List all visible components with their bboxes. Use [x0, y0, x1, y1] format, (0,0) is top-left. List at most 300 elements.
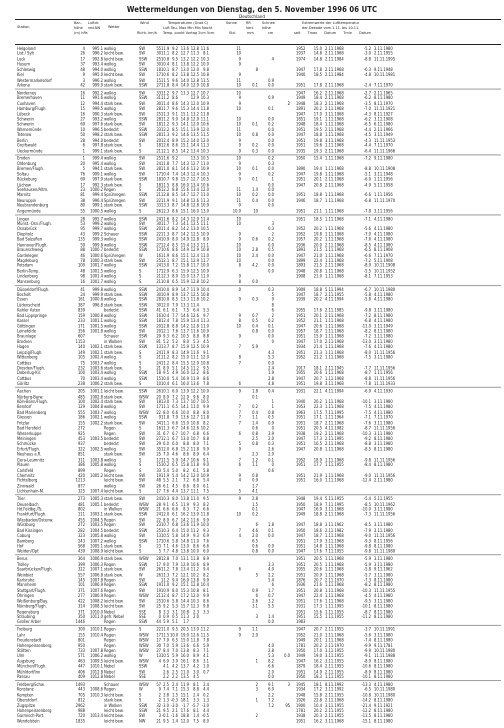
snow-depth: 0.2 [268, 236, 274, 242]
record-tmin: -8.8 [363, 166, 371, 172]
station-height: 406 [77, 669, 85, 674]
weather-text: leicht bew. [104, 72, 124, 78]
pressure-value: 999.4 [92, 192, 103, 198]
temp-dewpoint: 6.8 [172, 446, 178, 452]
record-since: 1949 [296, 637, 306, 643]
record-tmin: -7.6 [363, 236, 371, 242]
weather-text: Regen [104, 522, 116, 528]
temp-dewpoint: 1.4 [172, 718, 178, 724]
wind-direction: S [139, 462, 142, 468]
wind-direction: S [139, 354, 142, 360]
temp-min-5cm: 5.3 [203, 307, 209, 313]
temp-dewpoint: 9.6 [172, 106, 178, 111]
wind-direction: SSW [139, 297, 148, 302]
weather-text: Nebel [104, 663, 115, 669]
record-since: 1935 [296, 148, 306, 154]
record-since: 1893 [296, 247, 306, 253]
weather-text: wolkig [104, 409, 116, 415]
temp-min-5cm: 9.0 [203, 462, 209, 468]
record-since: 1917 [296, 365, 306, 371]
station-name: Kiel [17, 72, 24, 78]
pressure-value: 994.0 [92, 67, 103, 72]
wind-speed: 26 [156, 566, 161, 572]
pressure-value: 1007.8 [90, 577, 103, 583]
record-tmin-date: 10.11.1980 [374, 648, 396, 653]
station-name: Göttingen [17, 323, 36, 329]
wind-speed: 5 [158, 548, 161, 554]
temp-air: 10.3 [161, 496, 170, 502]
record-tmax: 15.4 [313, 155, 322, 161]
temp-max: 14.9 [180, 247, 189, 253]
station-name: Meiningen [17, 436, 37, 441]
record-since: 1950 [296, 674, 306, 680]
wind-direction: S [139, 543, 142, 549]
pressure-value: 1006.9 [90, 582, 103, 588]
record-tmax-date: 2.11.1968 [325, 176, 344, 182]
pressure-value: 1001.1 [90, 318, 103, 323]
wind-speed: 30 [156, 291, 161, 297]
precipitation: 2.4 [252, 252, 258, 258]
record-tmin: -12.2 [361, 708, 371, 714]
temp-min-5cm: 11.0 [200, 192, 209, 198]
header-temp: Temperaturen (Grad C) [168, 20, 209, 25]
pressure-value: 1001.8 [90, 328, 103, 334]
temp-max: 13.8 [180, 496, 189, 502]
pressure-value: 999.8 [92, 242, 103, 248]
wind-speed: 21 [156, 593, 161, 599]
weather-text: Regen [104, 637, 116, 643]
station-name: Aachen [17, 388, 31, 394]
pressure-value: 990.3 [92, 111, 103, 117]
record-tmin: -9.9 [363, 648, 371, 653]
record-tmin-date: 6.11.1980 [374, 121, 393, 127]
temp-air: 12.3 [161, 273, 170, 279]
sunshine-hours: 8 [238, 354, 241, 360]
temp-min-5cm: 6.4 [203, 451, 209, 457]
record-tmax: 19.2 [313, 430, 322, 436]
station-height: 453 [77, 436, 85, 441]
precipitation: 8 [255, 67, 258, 72]
record-tmax-date: 1.11.1968 [325, 632, 344, 638]
record-tmax: 16.9 [313, 506, 322, 512]
wind-direction: W [139, 687, 143, 693]
record-tmin-date: 3.11.1980 [374, 354, 393, 360]
temp-min-5cm: 11.0 [200, 161, 209, 166]
wind-direction: SW [139, 478, 145, 483]
record-tmax-date: 1.11.1968 [325, 252, 344, 258]
record-tmax-date: 2.11.1968 [325, 90, 344, 96]
wind-direction: SSW [139, 388, 148, 394]
temp-dewpoint: 8.7 [172, 203, 178, 208]
record-tmax: 18.7 [313, 328, 322, 334]
pressure-value: 992.3 [92, 182, 103, 187]
temp-air: 12.4 [161, 242, 170, 248]
station-height: 238 [77, 381, 85, 387]
station-name: Schwerin [17, 116, 34, 122]
weather-text: Regen [104, 582, 116, 588]
record-tmax-date: 2.11.1968 [325, 182, 344, 187]
temp-min-5cm: 4.5 [203, 339, 209, 344]
wind-speed: 28 [156, 501, 161, 507]
header-station: Station [17, 24, 30, 29]
pressure-value: 1010.0 [90, 608, 103, 614]
record-tmin-date: 11.11.1966 [374, 148, 396, 154]
station-name: Lübeck [17, 111, 31, 117]
record-tmin-date: 11.11.1956 [374, 472, 396, 478]
wind-speed: 17 [156, 538, 161, 544]
temp-min-5cm: 8.9 [203, 236, 209, 242]
precipitation: 4.1 [252, 488, 258, 494]
record-tmin-date: 11.11.1955 [374, 587, 396, 593]
record-tmax-date: 2.11.1968 [325, 339, 344, 344]
record-tmax: 18.8 [313, 512, 322, 517]
temp-dewpoint: 8.7 [172, 67, 178, 72]
record-since: 1948 [296, 100, 306, 106]
record-tmin-date: 4.11.1980 [374, 318, 393, 323]
temp-dewpoint: 4.6 [172, 451, 178, 457]
record-tmin-date: 11.11.1956 [374, 365, 396, 371]
temp-air: 12.9 [161, 268, 170, 274]
record-tmin: -3.7 [363, 627, 371, 632]
precipitation: 1.4 [252, 187, 258, 193]
record-tmax-date: 1.11.1968 [325, 231, 344, 237]
temp-min-5cm: 1.0 [203, 663, 209, 669]
record-since: 1955 [296, 370, 306, 376]
station-name: Emden [17, 155, 30, 161]
station-height: 802 [77, 506, 85, 512]
record-tmin: -11.0 [361, 323, 371, 329]
temp-max: 12.9 [180, 394, 189, 399]
record-tmin: -6.6 [363, 252, 371, 258]
sunshine-hours: 10 [236, 132, 241, 138]
record-tmin: -10.6 [361, 663, 371, 669]
record-tmax-date: 3.11.1955 [325, 702, 344, 708]
record-tmax-date: 2.11.1985 [325, 307, 344, 313]
record-tmax-date: 1.11.1968 [325, 192, 344, 198]
sunshine-hours: 5 [238, 488, 241, 494]
temp-dewpoint: -1.6 [170, 713, 178, 719]
precipitation: 1 [255, 658, 258, 664]
pressure-value: 1001.5 [90, 323, 103, 329]
record-tmin: -6.5 [363, 247, 371, 253]
temp-max: 15.8 [180, 462, 189, 468]
wind-direction: SW [139, 451, 145, 457]
temp-max: 15.7 [180, 603, 189, 609]
temp-max: 11.9 [180, 501, 189, 507]
sunshine-hours: 10 [236, 192, 241, 198]
temp-min-5cm: 10.9 [200, 328, 209, 334]
temp-dewpoint: 8.3 [172, 349, 178, 355]
station-height: 48 [80, 67, 85, 72]
precipitation: 3 [255, 687, 258, 693]
pressure-value: 994.4 [92, 100, 103, 106]
temp-min-5cm: 10.4 [200, 286, 209, 292]
pressure-value: 999.3 [92, 236, 103, 242]
station-name: Leipzig/Flugh. [17, 349, 43, 355]
temp-min-5cm: 7.8 [203, 637, 209, 643]
sunshine-hours: 10 [236, 247, 241, 253]
temp-min-5cm: 13.0 [200, 208, 209, 214]
temp-min-2cm: 13.7 [190, 273, 199, 279]
temp-dewpoint: 9.5 [172, 56, 178, 62]
record-tmax-date: 1.11.1968 [325, 478, 344, 483]
station-name: Stötten [17, 648, 31, 653]
temp-min-2cm: 8.1 [193, 708, 199, 714]
temp-max: 14.1 [180, 121, 189, 127]
station-height: 812 [77, 697, 85, 703]
temp-min-5cm: 9.1 [203, 457, 209, 462]
station-name: Köln-Bonn/Flugh. [17, 399, 49, 405]
weather-text: wolkig [104, 273, 116, 279]
temp-min-5cm: 10.9 [200, 231, 209, 237]
temp-dewpoint: 9.0 [172, 116, 178, 122]
precipitation: 0.0 [252, 279, 258, 284]
record-tmax-date: 1.11.1968 [325, 472, 344, 478]
temp-dewpoint: 6.4 [172, 527, 178, 533]
weather-text: wolkig [104, 318, 116, 323]
station-name: Oldenburg [17, 161, 37, 166]
station-name: Greifswald [17, 142, 37, 148]
station-name: Teterow [17, 132, 32, 138]
temp-max: 10.0 [180, 409, 189, 415]
station-name: Berlin [17, 137, 28, 143]
temp-max: 10.5 [180, 333, 189, 339]
temp-dewpoint: 6.1 [172, 512, 178, 517]
pressure-value: 1002.8 [90, 394, 103, 399]
weather-text: Schauer [104, 333, 120, 339]
temp-max: 13.8 [180, 648, 189, 653]
record-tmin: -7.0 [363, 231, 371, 237]
temp-max: 7.5 [183, 307, 189, 313]
record-tmin: -7.2 [363, 155, 371, 161]
wind-speed: 20 [156, 226, 161, 232]
record-tmin-date: 11.11.1956 [374, 457, 396, 462]
sunshine-hours: 7 [238, 344, 241, 350]
record-tmax-date: 1.11.1968 [325, 247, 344, 253]
header-sonne: Sonne [226, 20, 237, 25]
temp-min-5cm: 7.8 [203, 381, 209, 387]
wind-direction: SSW [139, 127, 148, 133]
precipitation: 0.7 [252, 312, 258, 318]
record-since: 1947 [296, 533, 306, 538]
record-since: 1947 [296, 593, 306, 599]
station-name: Kahler Asten [17, 307, 41, 313]
wind-speed: 24 [156, 496, 161, 502]
station-height: 447 [77, 663, 85, 669]
record-tmax: 17.5 [313, 409, 322, 415]
weather-text: Sprühregen [104, 197, 126, 203]
record-tmax-date: 2.11.1968 [325, 312, 344, 318]
temp-air: 12.0 [161, 302, 170, 308]
temp-max: 14.7 [180, 286, 189, 292]
station-height: 53 [80, 221, 85, 227]
station-height: 69 [80, 176, 85, 182]
temp-air: 7.9 [163, 637, 169, 643]
temp-min-5cm: 10.9 [200, 268, 209, 274]
station-height: 925 [77, 430, 85, 436]
pressure-value: 1013.4 [90, 713, 103, 719]
station-height: 105 [77, 354, 85, 360]
wind-speed: 22 [156, 517, 161, 523]
station-name: Bad Lippspringe [17, 312, 47, 318]
temp-min-2cm: 11.0 [190, 404, 199, 410]
station-name: Augsburg [17, 658, 35, 664]
temp-dewpoint: 6.5 [172, 637, 178, 643]
wind-direction: W [139, 572, 143, 577]
wind-speed: 18 [156, 142, 161, 148]
temp-min-2cm: 12.0 [190, 472, 199, 478]
temp-air: 12.0 [161, 446, 170, 452]
temp-min-5cm: 7.5 [203, 488, 209, 494]
temp-dewpoint: 2.5 [172, 669, 178, 674]
record-tmax-date: 2.11.1968 [325, 697, 344, 703]
station-name: Leinefelde [17, 328, 37, 334]
temp-dewpoint: 9.2 [172, 582, 178, 588]
record-since: 1937 [296, 51, 306, 57]
wind-direction: SW [139, 430, 145, 436]
record-tmin: -6.7 [363, 286, 371, 292]
weather-text: Regen [104, 561, 116, 567]
snow-depth: 3.2 [268, 598, 274, 604]
temp-min-2cm: 13.2 [190, 166, 199, 172]
pressure-value: 1003.1 [90, 512, 103, 517]
weather-text: stark bew. [104, 111, 123, 117]
record-tmin-date: 9.11.1980 [374, 155, 393, 161]
record-tmin-date: 10.11.1980 [374, 687, 396, 693]
temp-max: 16.9 [180, 375, 189, 381]
station-name: Wittenberg [17, 354, 38, 360]
wind-direction: S [139, 692, 142, 698]
record-tmax: 22.4 [313, 593, 322, 599]
record-tmax: 18.8 [313, 132, 322, 138]
weather-text: stark bew. [104, 100, 123, 106]
station-height: 98 [80, 273, 85, 279]
pressure-value: 1002.5 [90, 446, 103, 452]
snow-depth: 0.6 [268, 467, 274, 473]
temp-min-5cm: 12.0 [200, 137, 209, 143]
station-name: Gardelegen [17, 252, 39, 258]
station-name: Gera-Leumnitz [17, 457, 45, 462]
temp-air: 12.0 [161, 512, 170, 517]
record-tmin-date: 5.11.1958 [374, 182, 393, 187]
record-tmin-date: 10.11.1952 [374, 268, 396, 274]
record-tmin-date: 3.11.1980 [374, 632, 393, 638]
temp-air: 10.6 [161, 247, 170, 253]
temp-dewpoint: 6.1 [172, 307, 178, 313]
temp-min-2cm: 12.0 [190, 100, 199, 106]
precipitation: 2.5 [252, 436, 258, 441]
record-tmax: 20.1 [313, 176, 322, 182]
record-tmax: 19.6 [313, 142, 322, 148]
record-since: 1951 [296, 572, 306, 577]
snow-depth: 0.0 [268, 82, 274, 88]
record-tmax: 18.9 [313, 501, 322, 507]
station-height: 186 [77, 415, 85, 420]
station-height: 28 [80, 215, 85, 221]
wind-speed: 21 [156, 148, 161, 154]
wind-direction: SW [139, 339, 145, 344]
precipitation: 0.4 [252, 409, 258, 415]
temp-max: 14.8 [180, 197, 189, 203]
pressure-value: 1003.6 [90, 365, 103, 371]
temp-max: 15.0 [180, 637, 189, 643]
record-tmax-date: 3.11.1968 [325, 538, 344, 544]
record-tmin-date: 4.11.1980 [374, 593, 393, 599]
wind-direction: SW [139, 441, 145, 447]
precipitation: 0.8 [252, 472, 258, 478]
pressure-value: 1010.3 [90, 692, 103, 698]
record-tmax: 21.5 [313, 247, 322, 253]
temp-max: 13.6 [180, 522, 189, 528]
record-tmax: 21.1 [313, 208, 322, 214]
snow-depth: 8 [271, 302, 274, 308]
temp-min-5cm: 10.3 [200, 95, 209, 101]
weather-text: leicht bew. [104, 488, 124, 494]
record-since: 1951 [296, 669, 306, 674]
temp-dewpoint: 7.7 [172, 161, 178, 166]
sunshine-hours: 8 [238, 263, 241, 269]
temp-dewpoint: 8.5 [172, 242, 178, 248]
temp-dewpoint: 7.7 [172, 312, 178, 318]
weather-text: wolkig [104, 155, 116, 161]
record-tmin-date: 4.11.1980 [374, 291, 393, 297]
record-tmin-date: 1.11.1956 [374, 192, 393, 198]
record-since: 1945 [296, 681, 306, 687]
wind-speed: 57 [156, 681, 161, 687]
temp-min-2cm: 10.6 [190, 457, 199, 462]
precipitation: 0.2 [252, 404, 258, 410]
record-tmax: 18.7 [313, 291, 322, 297]
wind-direction: W [139, 653, 143, 659]
wind-direction: SSE [139, 614, 147, 620]
temp-min-2cm: 12.9 [190, 257, 199, 263]
temp-air: 3.8 [163, 692, 169, 698]
temp-min-5cm: 9.8 [203, 603, 209, 609]
wind-speed: 28 [156, 556, 161, 562]
station-height: 140 [77, 344, 85, 350]
temp-air: 12.8 [161, 192, 170, 198]
temp-max: 10.7 [180, 430, 189, 436]
temp-min-5cm: 9.8 [203, 67, 209, 72]
temp-min-2cm: 12.4 [190, 171, 199, 177]
station-name: Mannheim [17, 582, 37, 588]
temp-min-5cm: 10.8 [200, 291, 209, 297]
wind-direction: SSW [139, 116, 148, 122]
temp-max: 14.9 [180, 533, 189, 538]
temp-min-2cm: 11.6 [190, 517, 199, 523]
temp-min-2cm: 12.9 [190, 95, 199, 101]
wind-speed: 41 [156, 307, 161, 313]
wind-speed: 29 [156, 333, 161, 339]
weather-text: Schauer [104, 231, 120, 237]
snow-depth: 0.0 [268, 257, 274, 263]
weather-text: Regen [104, 619, 116, 625]
record-tmax-date: 5.11.1994 [325, 286, 344, 292]
temp-max: 15.3 [180, 587, 189, 593]
wind-speed: 18 [156, 67, 161, 72]
station-height: 1493 [75, 681, 85, 687]
weather-text: bedeckt [104, 137, 119, 143]
temp-max: 11.3 [180, 614, 189, 620]
pressure-value: 1001.7 [90, 279, 103, 284]
wind-direction: NW [139, 718, 146, 724]
temp-max: 15.9 [180, 279, 189, 284]
temp-min-2cm: 12.7 [190, 415, 199, 420]
station-name: Karlsruhe [17, 577, 35, 583]
pressure-value: 995.4 [92, 161, 103, 166]
station-height: 277 [77, 593, 85, 599]
sunshine-hours: 9 [238, 388, 241, 394]
